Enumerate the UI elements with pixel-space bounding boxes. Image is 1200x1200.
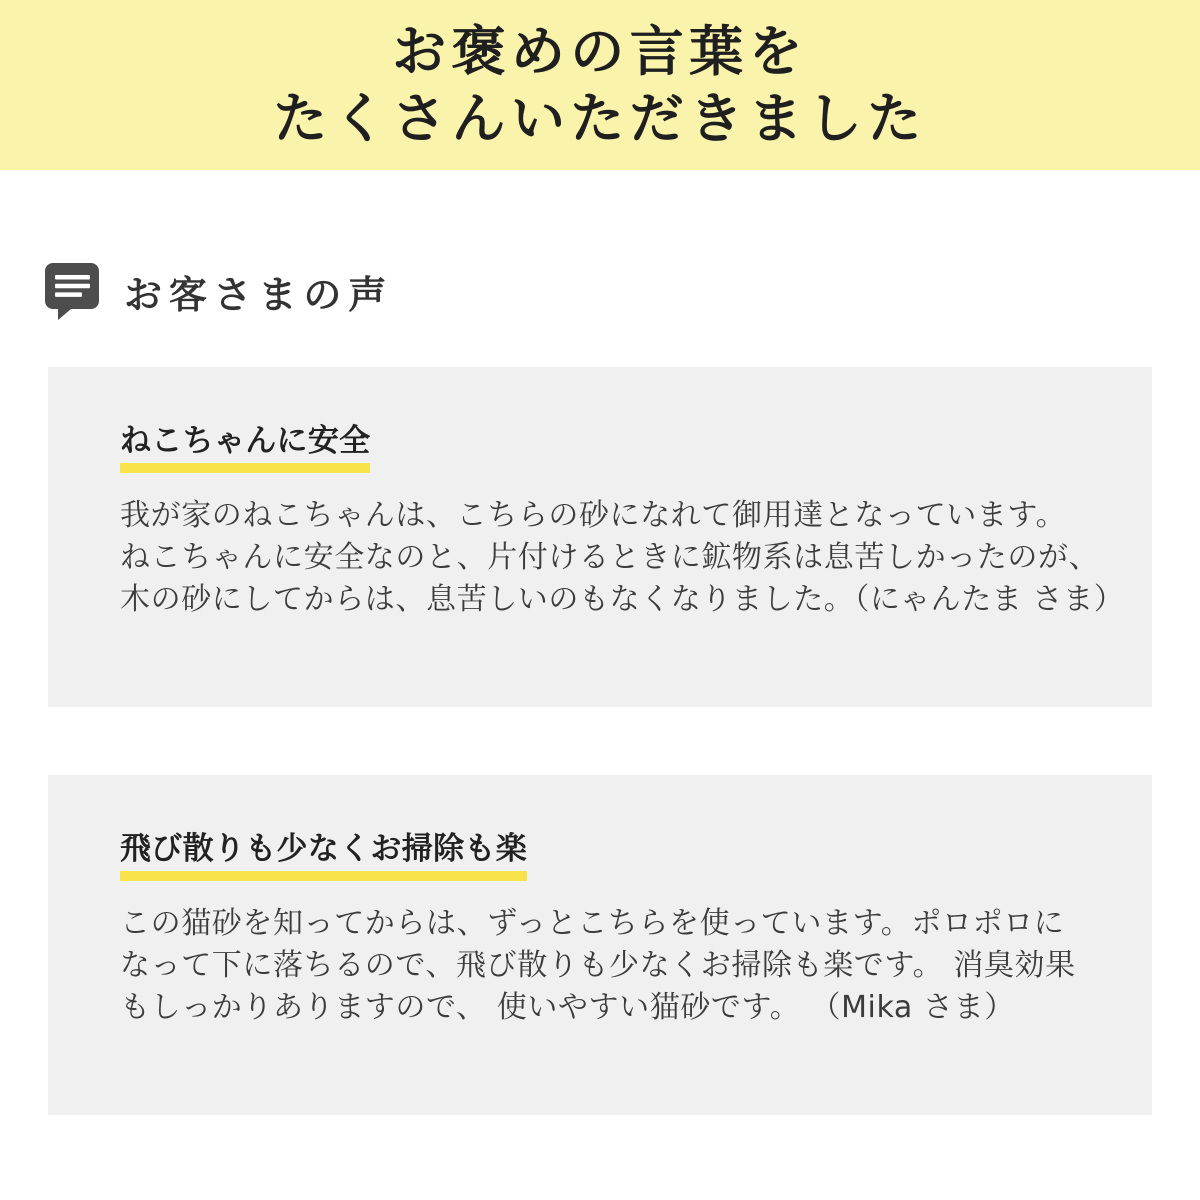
banner-title-line2: たくさんいただきました xyxy=(273,87,927,150)
testimonial-2-text-line-3: もしっかりありますので、 使いやすい猫砂です。 （Mika さま） xyxy=(120,990,1015,1025)
testimonial-2-title-row xyxy=(120,832,1080,881)
testimonial-1-text-line-2: ねこちゃんに安全なのと、片付けるときに鉱物系は息苦しかったのが、 xyxy=(120,540,1100,575)
praise-banner xyxy=(0,0,1200,170)
testimonial-1-text-line-1: 我が家のねこちゃんは、こちらの砂になれて御用達となっています。 xyxy=(120,498,1067,533)
testimonial-card-1 xyxy=(48,367,1152,707)
banner-title-line1: お褒めの言葉を xyxy=(392,20,808,83)
testimonial-1-title: ねこちゃんに安全 xyxy=(120,424,370,473)
testimonial-1-text-line-3: 木の砂にしてからは、息苦しいのもなくなりました。（にゃんたま さま） xyxy=(120,582,1125,617)
testimonial-2-title: 飛び散りも少なくお掃除も楽 xyxy=(120,832,527,881)
section-title: お客さまの声 xyxy=(124,273,394,317)
speech-bubble-icon xyxy=(45,263,99,320)
section-header xyxy=(45,263,1200,320)
testimonial-2-text-line-2: なって下に落ちるので、飛び散りも少なくお掃除も楽です。 消臭効果 xyxy=(120,948,1076,983)
testimonial-1-title-row xyxy=(120,424,1080,473)
testimonial-card-2 xyxy=(48,775,1152,1115)
testimonial-2-text-line-1: この猫砂を知ってからは、ずっとこちらを使っています。ポロポロに xyxy=(120,906,1065,941)
